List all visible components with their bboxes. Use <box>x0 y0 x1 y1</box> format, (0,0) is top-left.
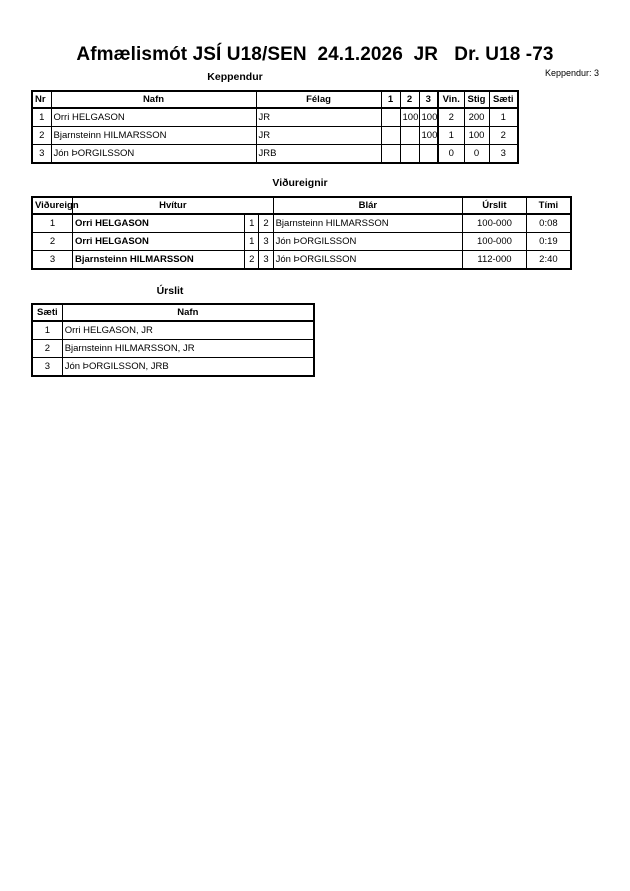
col-timi: Tími <box>526 197 571 214</box>
cell-nafn: Bjarnsteinn HILMARSSON, JR <box>62 340 314 358</box>
cell-nr: 2 <box>32 233 73 251</box>
keppendur-table <box>31 90 519 164</box>
urslit-header-row <box>32 304 314 321</box>
cell-blar: Bjarnsteinn HILMARSSON <box>273 214 462 233</box>
cell-urslit: 100-000 <box>463 233 527 251</box>
table-row <box>32 340 314 358</box>
cell-saeti: 1 <box>489 108 518 127</box>
table-row <box>32 145 518 164</box>
cell-nr: 3 <box>32 251 73 270</box>
cell-stig: 0 <box>464 145 489 164</box>
cell-nr: 1 <box>32 214 73 233</box>
col-felag: Félag <box>256 91 381 108</box>
col-nr: Nr <box>32 91 51 108</box>
col-saeti: Sæti <box>32 304 62 321</box>
table-row <box>32 233 571 251</box>
vidureignir-header-row <box>32 197 571 214</box>
cell-nafn: Orri HELGASON, JR <box>62 321 314 340</box>
col-r2: 2 <box>400 91 419 108</box>
cell-r1 <box>381 127 400 145</box>
cell-nafn: Jón ÞORGILSSON, JRB <box>62 358 314 377</box>
cell-hvitur-nr: 1 <box>245 233 259 251</box>
col-urslit: Úrslit <box>463 197 527 214</box>
cell-vin: 1 <box>438 127 464 145</box>
cell-stig: 200 <box>464 108 489 127</box>
cell-felag: JRB <box>256 145 381 164</box>
cell-hvitur: Orri HELGASON <box>73 214 245 233</box>
cell-nr: 1 <box>32 108 51 127</box>
cell-felag: JR <box>256 108 381 127</box>
cell-r2 <box>400 127 419 145</box>
cell-hvitur: Orri HELGASON <box>73 233 245 251</box>
urslit-title: Úrslit <box>156 285 184 297</box>
cell-felag: JR <box>256 127 381 145</box>
col-saeti: Sæti <box>489 91 518 108</box>
page-title: Afmælismót JSÍ U18/SEN 24.1.2026 JR Dr. U18 -73 <box>76 44 554 65</box>
col-vidureign: Viðureign <box>32 197 73 214</box>
cell-r1 <box>381 145 400 164</box>
cell-urslit: 100-000 <box>463 214 527 233</box>
cell-blar-nr: 2 <box>259 214 273 233</box>
cell-blar: Jón ÞORGILSSON <box>273 251 462 270</box>
cell-timi: 0:19 <box>526 233 571 251</box>
cell-hvitur-nr: 1 <box>245 214 259 233</box>
col-hvitur: Hvítur <box>73 197 274 214</box>
col-vin: Vin. <box>438 91 464 108</box>
cell-urslit: 112-000 <box>463 251 527 270</box>
cell-r1 <box>381 108 400 127</box>
cell-saeti: 2 <box>32 340 62 358</box>
table-row <box>32 127 518 145</box>
cell-nr: 2 <box>32 127 51 145</box>
cell-r3: 100 <box>419 108 438 127</box>
table-row <box>32 321 314 340</box>
vidureignir-table <box>31 196 572 270</box>
table-row <box>32 358 314 377</box>
col-nafn: Nafn <box>51 91 256 108</box>
col-r3: 3 <box>419 91 438 108</box>
cell-r2 <box>400 145 419 164</box>
keppendur-header-row <box>32 91 518 108</box>
cell-saeti: 3 <box>32 358 62 377</box>
keppendur-title: Keppendur <box>207 71 263 83</box>
cell-nafn: Orri HELGASON <box>51 108 256 127</box>
cell-nafn: Jón ÞORGILSSON <box>51 145 256 164</box>
cell-hvitur: Bjarnsteinn HILMARSSON <box>73 251 245 270</box>
cell-vin: 0 <box>438 145 464 164</box>
table-row <box>32 108 518 127</box>
col-stig: Stig <box>464 91 489 108</box>
cell-r3 <box>419 145 438 164</box>
cell-timi: 0:08 <box>526 214 571 233</box>
cell-nr: 3 <box>32 145 51 164</box>
cell-blar-nr: 3 <box>259 251 273 270</box>
cell-r3: 100 <box>419 127 438 145</box>
cell-r2: 100 <box>400 108 419 127</box>
vidureignir-title: Viðureignir <box>272 177 328 189</box>
cell-blar-nr: 3 <box>259 233 273 251</box>
cell-saeti: 3 <box>489 145 518 164</box>
participants-count: Keppendur: 3 <box>544 68 599 78</box>
cell-timi: 2:40 <box>526 251 571 270</box>
cell-vin: 2 <box>438 108 464 127</box>
cell-blar: Jón ÞORGILSSON <box>273 233 462 251</box>
table-row <box>32 214 571 233</box>
col-r1: 1 <box>381 91 400 108</box>
cell-saeti: 1 <box>32 321 62 340</box>
cell-saeti: 2 <box>489 127 518 145</box>
cell-hvitur-nr: 2 <box>245 251 259 270</box>
cell-stig: 100 <box>464 127 489 145</box>
col-nafn: Nafn <box>62 304 314 321</box>
cell-nafn: Bjarnsteinn HILMARSSON <box>51 127 256 145</box>
table-row <box>32 251 571 270</box>
urslit-table <box>31 303 315 377</box>
col-blar: Blár <box>273 197 462 214</box>
